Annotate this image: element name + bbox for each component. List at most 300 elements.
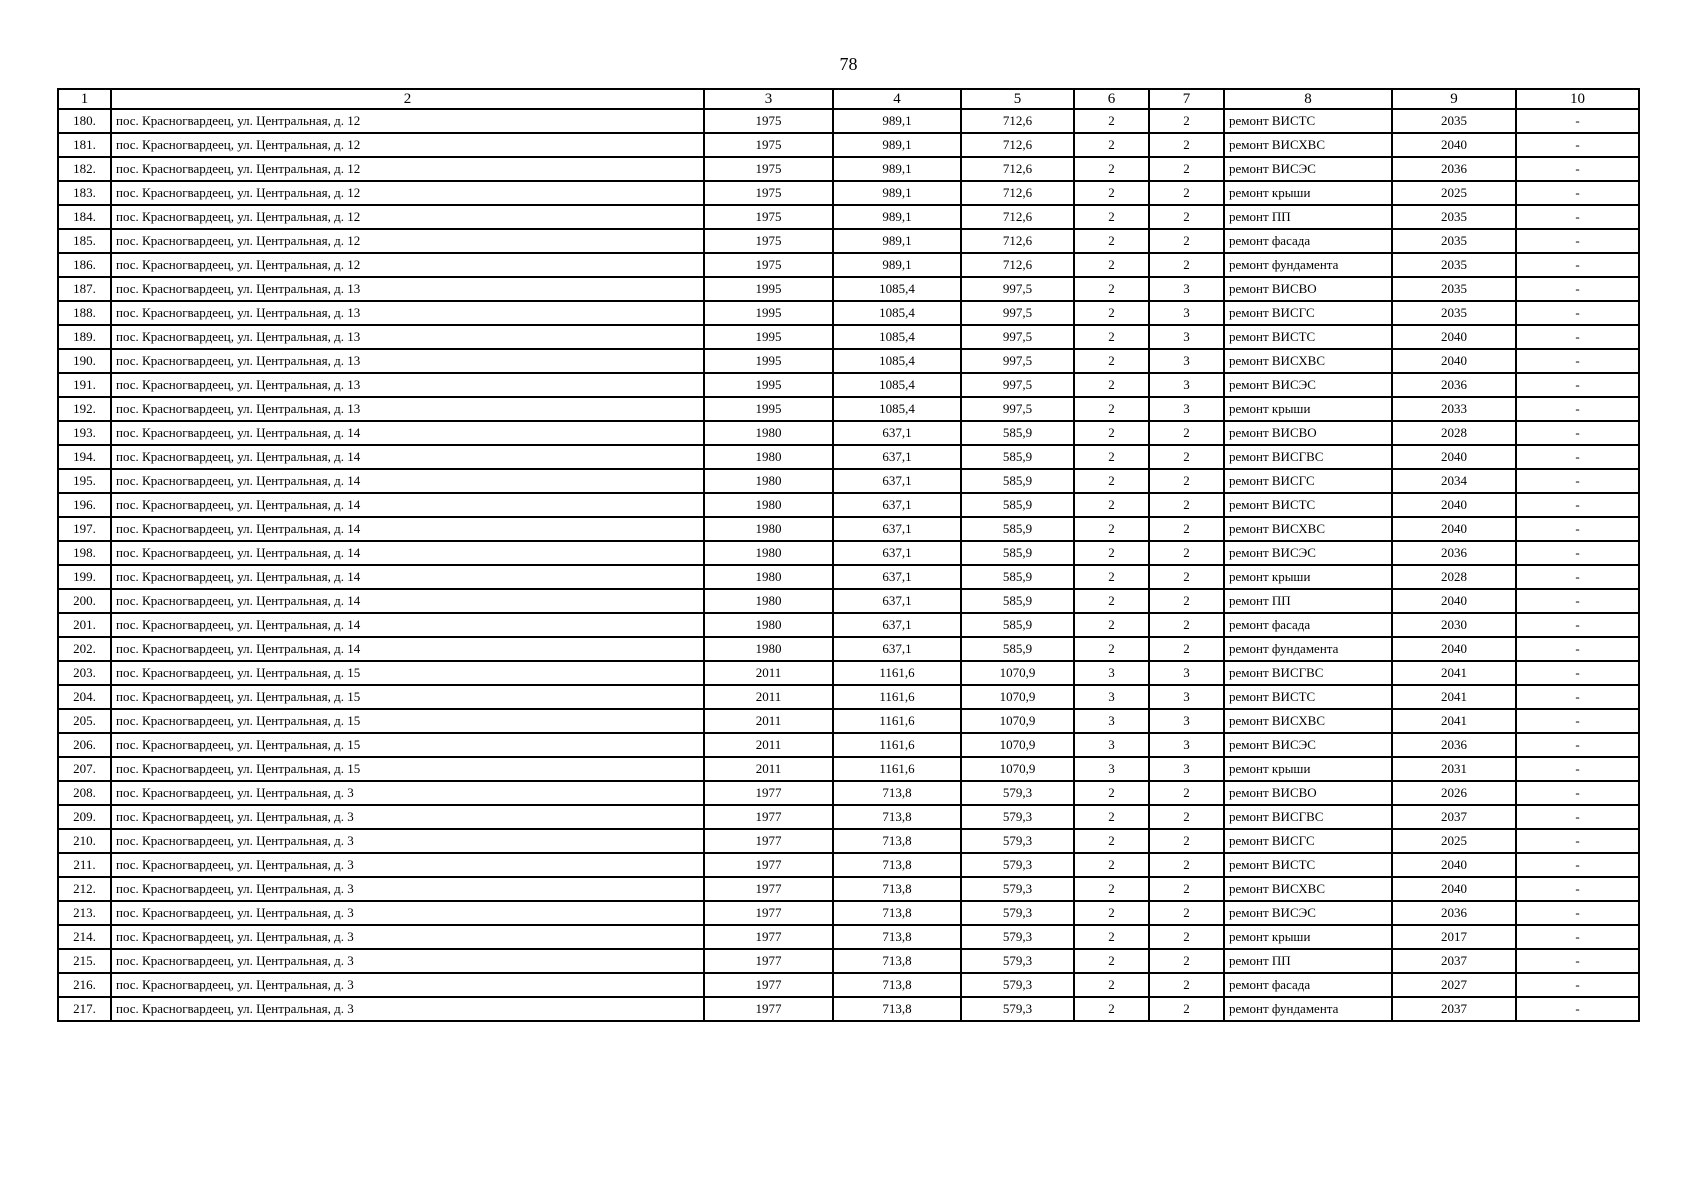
total-area-cell: 1085,4 — [833, 301, 961, 325]
total-area-cell: 989,1 — [833, 181, 961, 205]
note-cell: - — [1516, 829, 1639, 853]
row-number-cell: 212. — [58, 877, 111, 901]
living-area-cell: 579,3 — [961, 949, 1074, 973]
floors-cell: 2 — [1149, 205, 1224, 229]
planned-year-cell: 2036 — [1392, 157, 1516, 181]
note-cell: - — [1516, 325, 1639, 349]
row-number-cell: 180. — [58, 109, 111, 133]
entrances-cell: 2 — [1074, 637, 1149, 661]
living-area-cell: 585,9 — [961, 637, 1074, 661]
total-area-cell: 989,1 — [833, 253, 961, 277]
planned-year-cell: 2040 — [1392, 445, 1516, 469]
floors-cell: 2 — [1149, 589, 1224, 613]
address-cell: пос. Красногвардеец, ул. Центральная, д. 15 — [111, 757, 704, 781]
living-area-cell: 997,5 — [961, 373, 1074, 397]
table-row — [58, 997, 1639, 1021]
floors-cell: 2 — [1149, 973, 1224, 997]
total-area-cell: 713,8 — [833, 949, 961, 973]
row-number-cell: 196. — [58, 493, 111, 517]
table-row — [58, 181, 1639, 205]
note-cell: - — [1516, 181, 1639, 205]
work-type-cell: ремонт ВИСГВС — [1224, 661, 1392, 685]
floors-cell: 2 — [1149, 637, 1224, 661]
total-area-cell: 1161,6 — [833, 733, 961, 757]
year-built-cell: 1975 — [704, 181, 833, 205]
year-built-cell: 1980 — [704, 589, 833, 613]
entrances-cell: 2 — [1074, 565, 1149, 589]
row-number-cell: 203. — [58, 661, 111, 685]
table-row — [58, 565, 1639, 589]
note-cell: - — [1516, 973, 1639, 997]
year-built-cell: 1977 — [704, 925, 833, 949]
entrances-cell: 2 — [1074, 997, 1149, 1021]
address-cell: пос. Красногвардеец, ул. Центральная, д. 15 — [111, 661, 704, 685]
total-area-cell: 1161,6 — [833, 685, 961, 709]
planned-year-cell: 2040 — [1392, 877, 1516, 901]
table-row — [58, 877, 1639, 901]
column-header-1: 1 — [58, 89, 111, 109]
planned-year-cell: 2041 — [1392, 661, 1516, 685]
row-number-cell: 194. — [58, 445, 111, 469]
row-number-cell: 213. — [58, 901, 111, 925]
floors-cell: 3 — [1149, 325, 1224, 349]
living-area-cell: 579,3 — [961, 853, 1074, 877]
year-built-cell: 1980 — [704, 445, 833, 469]
table-row — [58, 445, 1639, 469]
living-area-cell: 1070,9 — [961, 709, 1074, 733]
entrances-cell: 3 — [1074, 733, 1149, 757]
planned-year-cell: 2037 — [1392, 997, 1516, 1021]
table-row — [58, 469, 1639, 493]
year-built-cell: 2011 — [704, 661, 833, 685]
work-type-cell: ремонт фасада — [1224, 229, 1392, 253]
year-built-cell: 1975 — [704, 253, 833, 277]
column-header-10: 10 — [1516, 89, 1639, 109]
entrances-cell: 2 — [1074, 445, 1149, 469]
work-type-cell: ремонт ВИСТС — [1224, 325, 1392, 349]
note-cell: - — [1516, 397, 1639, 421]
address-cell: пос. Красногвардеец, ул. Центральная, д. 3 — [111, 997, 704, 1021]
note-cell: - — [1516, 805, 1639, 829]
living-area-cell: 997,5 — [961, 301, 1074, 325]
table-row — [58, 637, 1639, 661]
floors-cell: 2 — [1149, 541, 1224, 565]
entrances-cell: 2 — [1074, 901, 1149, 925]
table-row — [58, 373, 1639, 397]
work-type-cell: ремонт ВИСТС — [1224, 853, 1392, 877]
living-area-cell: 585,9 — [961, 517, 1074, 541]
planned-year-cell: 2034 — [1392, 469, 1516, 493]
note-cell: - — [1516, 925, 1639, 949]
living-area-cell: 712,6 — [961, 181, 1074, 205]
note-cell: - — [1516, 517, 1639, 541]
year-built-cell: 1995 — [704, 301, 833, 325]
work-type-cell: ремонт ВИСХВС — [1224, 517, 1392, 541]
entrances-cell: 2 — [1074, 373, 1149, 397]
address-cell: пос. Красногвардеец, ул. Центральная, д. 3 — [111, 901, 704, 925]
entrances-cell: 2 — [1074, 589, 1149, 613]
note-cell: - — [1516, 421, 1639, 445]
table-row — [58, 613, 1639, 637]
entrances-cell: 2 — [1074, 517, 1149, 541]
planned-year-cell: 2028 — [1392, 421, 1516, 445]
note-cell: - — [1516, 469, 1639, 493]
work-type-cell: ремонт фундамента — [1224, 637, 1392, 661]
address-cell: пос. Красногвардеец, ул. Центральная, д. 14 — [111, 589, 704, 613]
living-area-cell: 997,5 — [961, 397, 1074, 421]
column-header-9: 9 — [1392, 89, 1516, 109]
floors-cell: 2 — [1149, 805, 1224, 829]
table-row — [58, 541, 1639, 565]
row-number-cell: 181. — [58, 133, 111, 157]
total-area-cell: 713,8 — [833, 973, 961, 997]
table-row — [58, 517, 1639, 541]
total-area-cell: 989,1 — [833, 205, 961, 229]
table-row — [58, 685, 1639, 709]
work-type-cell: ремонт ПП — [1224, 949, 1392, 973]
entrances-cell: 2 — [1074, 421, 1149, 445]
planned-year-cell: 2025 — [1392, 829, 1516, 853]
work-type-cell: ремонт ВИСТС — [1224, 109, 1392, 133]
year-built-cell: 1975 — [704, 229, 833, 253]
planned-year-cell: 2036 — [1392, 541, 1516, 565]
planned-year-cell: 2033 — [1392, 397, 1516, 421]
floors-cell: 2 — [1149, 949, 1224, 973]
note-cell: - — [1516, 229, 1639, 253]
entrances-cell: 2 — [1074, 805, 1149, 829]
planned-year-cell: 2040 — [1392, 325, 1516, 349]
address-cell: пос. Красногвардеец, ул. Центральная, д. 14 — [111, 445, 704, 469]
work-type-cell: ремонт фундамента — [1224, 253, 1392, 277]
planned-year-cell: 2041 — [1392, 685, 1516, 709]
table-row — [58, 253, 1639, 277]
entrances-cell: 2 — [1074, 109, 1149, 133]
work-type-cell: ремонт крыши — [1224, 757, 1392, 781]
entrances-cell: 2 — [1074, 853, 1149, 877]
year-built-cell: 1995 — [704, 325, 833, 349]
work-type-cell: ремонт ВИСХВС — [1224, 877, 1392, 901]
living-area-cell: 579,3 — [961, 925, 1074, 949]
row-number-cell: 187. — [58, 277, 111, 301]
note-cell: - — [1516, 997, 1639, 1021]
floors-cell: 2 — [1149, 181, 1224, 205]
entrances-cell: 2 — [1074, 205, 1149, 229]
entrances-cell: 2 — [1074, 325, 1149, 349]
year-built-cell: 1977 — [704, 805, 833, 829]
note-cell: - — [1516, 445, 1639, 469]
address-cell: пос. Красногвардеец, ул. Центральная, д. 13 — [111, 373, 704, 397]
table-row — [58, 589, 1639, 613]
work-type-cell: ремонт ВИСЭС — [1224, 157, 1392, 181]
year-built-cell: 1980 — [704, 565, 833, 589]
address-cell: пос. Красногвардеец, ул. Центральная, д. 14 — [111, 493, 704, 517]
address-cell: пос. Красногвардеец, ул. Центральная, д. 14 — [111, 421, 704, 445]
planned-year-cell: 2040 — [1392, 133, 1516, 157]
year-built-cell: 2011 — [704, 685, 833, 709]
planned-year-cell: 2041 — [1392, 709, 1516, 733]
living-area-cell: 585,9 — [961, 613, 1074, 637]
address-cell: пос. Красногвардеец, ул. Центральная, д. 13 — [111, 277, 704, 301]
planned-year-cell: 2040 — [1392, 853, 1516, 877]
table-row — [58, 205, 1639, 229]
year-built-cell: 1995 — [704, 349, 833, 373]
living-area-cell: 585,9 — [961, 493, 1074, 517]
entrances-cell: 2 — [1074, 469, 1149, 493]
floors-cell: 2 — [1149, 253, 1224, 277]
address-cell: пос. Красногвардеец, ул. Центральная, д. 12 — [111, 133, 704, 157]
total-area-cell: 1161,6 — [833, 757, 961, 781]
planned-year-cell: 2035 — [1392, 109, 1516, 133]
total-area-cell: 637,1 — [833, 541, 961, 565]
table-row — [58, 133, 1639, 157]
total-area-cell: 713,8 — [833, 853, 961, 877]
floors-cell: 3 — [1149, 733, 1224, 757]
row-number-cell: 217. — [58, 997, 111, 1021]
year-built-cell: 2011 — [704, 733, 833, 757]
year-built-cell: 1977 — [704, 829, 833, 853]
note-cell: - — [1516, 685, 1639, 709]
table-row — [58, 421, 1639, 445]
total-area-cell: 989,1 — [833, 109, 961, 133]
table-row — [58, 157, 1639, 181]
total-area-cell: 637,1 — [833, 565, 961, 589]
address-cell: пос. Красногвардеец, ул. Центральная, д. 3 — [111, 925, 704, 949]
note-cell: - — [1516, 781, 1639, 805]
table-row — [58, 853, 1639, 877]
row-number-cell: 195. — [58, 469, 111, 493]
total-area-cell: 1085,4 — [833, 373, 961, 397]
work-type-cell: ремонт ВИСХВС — [1224, 133, 1392, 157]
address-cell: пос. Красногвардеец, ул. Центральная, д. 13 — [111, 325, 704, 349]
table-row — [58, 277, 1639, 301]
floors-cell: 2 — [1149, 109, 1224, 133]
table-row — [58, 925, 1639, 949]
year-built-cell: 1977 — [704, 949, 833, 973]
address-cell: пос. Красногвардеец, ул. Центральная, д. 3 — [111, 949, 704, 973]
work-type-cell: ремонт ВИСГС — [1224, 829, 1392, 853]
row-number-cell: 214. — [58, 925, 111, 949]
total-area-cell: 637,1 — [833, 493, 961, 517]
row-number-cell: 208. — [58, 781, 111, 805]
entrances-cell: 2 — [1074, 229, 1149, 253]
work-type-cell: ремонт ВИСВО — [1224, 277, 1392, 301]
year-built-cell: 1980 — [704, 421, 833, 445]
total-area-cell: 637,1 — [833, 637, 961, 661]
planned-year-cell: 2036 — [1392, 901, 1516, 925]
address-cell: пос. Красногвардеец, ул. Центральная, д. 15 — [111, 709, 704, 733]
floors-cell: 2 — [1149, 829, 1224, 853]
entrances-cell: 2 — [1074, 349, 1149, 373]
year-built-cell: 1980 — [704, 637, 833, 661]
note-cell: - — [1516, 277, 1639, 301]
address-cell: пос. Красногвардеец, ул. Центральная, д. 14 — [111, 541, 704, 565]
table-row — [58, 733, 1639, 757]
year-built-cell: 2011 — [704, 709, 833, 733]
year-built-cell: 1995 — [704, 397, 833, 421]
work-type-cell: ремонт ВИСГВС — [1224, 805, 1392, 829]
floors-cell: 3 — [1149, 301, 1224, 325]
table-row — [58, 949, 1639, 973]
note-cell: - — [1516, 901, 1639, 925]
work-type-cell: ремонт ВИСЭС — [1224, 733, 1392, 757]
note-cell: - — [1516, 373, 1639, 397]
address-cell: пос. Красногвардеец, ул. Центральная, д. 13 — [111, 397, 704, 421]
living-area-cell: 712,6 — [961, 205, 1074, 229]
work-type-cell: ремонт ВИСГС — [1224, 469, 1392, 493]
note-cell: - — [1516, 109, 1639, 133]
year-built-cell: 1980 — [704, 541, 833, 565]
living-area-cell: 585,9 — [961, 421, 1074, 445]
year-built-cell: 1980 — [704, 517, 833, 541]
total-area-cell: 637,1 — [833, 421, 961, 445]
total-area-cell: 1085,4 — [833, 277, 961, 301]
year-built-cell: 1980 — [704, 493, 833, 517]
address-cell: пос. Красногвардеец, ул. Центральная, д. 13 — [111, 349, 704, 373]
row-number-cell: 206. — [58, 733, 111, 757]
entrances-cell: 2 — [1074, 877, 1149, 901]
column-header-6: 6 — [1074, 89, 1149, 109]
planned-year-cell: 2031 — [1392, 757, 1516, 781]
living-area-cell: 1070,9 — [961, 757, 1074, 781]
note-cell: - — [1516, 253, 1639, 277]
total-area-cell: 989,1 — [833, 157, 961, 181]
column-header-7: 7 — [1149, 89, 1224, 109]
row-number-cell: 209. — [58, 805, 111, 829]
row-number-cell: 205. — [58, 709, 111, 733]
address-cell: пос. Красногвардеец, ул. Центральная, д. 15 — [111, 685, 704, 709]
floors-cell: 2 — [1149, 421, 1224, 445]
column-header-8: 8 — [1224, 89, 1392, 109]
column-header-2: 2 — [111, 89, 704, 109]
total-area-cell: 637,1 — [833, 445, 961, 469]
floors-cell: 2 — [1149, 565, 1224, 589]
total-area-cell: 1085,4 — [833, 397, 961, 421]
entrances-cell: 2 — [1074, 181, 1149, 205]
column-header-4: 4 — [833, 89, 961, 109]
entrances-cell: 3 — [1074, 757, 1149, 781]
table-row — [58, 493, 1639, 517]
row-number-cell: 210. — [58, 829, 111, 853]
row-number-cell: 201. — [58, 613, 111, 637]
total-area-cell: 989,1 — [833, 133, 961, 157]
living-area-cell: 585,9 — [961, 565, 1074, 589]
address-cell: пос. Красногвардеец, ул. Центральная, д. 14 — [111, 565, 704, 589]
repair-schedule-table — [57, 88, 1640, 1022]
note-cell: - — [1516, 733, 1639, 757]
entrances-cell: 3 — [1074, 661, 1149, 685]
year-built-cell: 1975 — [704, 133, 833, 157]
note-cell: - — [1516, 133, 1639, 157]
work-type-cell: ремонт ВИСВО — [1224, 781, 1392, 805]
row-number-cell: 199. — [58, 565, 111, 589]
living-area-cell: 579,3 — [961, 781, 1074, 805]
living-area-cell: 585,9 — [961, 445, 1074, 469]
year-built-cell: 1977 — [704, 973, 833, 997]
table-row — [58, 397, 1639, 421]
note-cell: - — [1516, 661, 1639, 685]
total-area-cell: 1085,4 — [833, 325, 961, 349]
living-area-cell: 712,6 — [961, 109, 1074, 133]
row-number-cell: 183. — [58, 181, 111, 205]
planned-year-cell: 2040 — [1392, 637, 1516, 661]
table-row — [58, 829, 1639, 853]
work-type-cell: ремонт крыши — [1224, 565, 1392, 589]
address-cell: пос. Красногвардеец, ул. Центральная, д. 12 — [111, 205, 704, 229]
floors-cell: 2 — [1149, 133, 1224, 157]
total-area-cell: 713,8 — [833, 829, 961, 853]
floors-cell: 2 — [1149, 517, 1224, 541]
entrances-cell: 2 — [1074, 397, 1149, 421]
total-area-cell: 637,1 — [833, 613, 961, 637]
note-cell: - — [1516, 757, 1639, 781]
row-number-cell: 191. — [58, 373, 111, 397]
table-body — [58, 109, 1639, 1021]
work-type-cell: ремонт ПП — [1224, 589, 1392, 613]
row-number-cell: 185. — [58, 229, 111, 253]
note-cell: - — [1516, 157, 1639, 181]
year-built-cell: 1980 — [704, 469, 833, 493]
living-area-cell: 712,6 — [961, 157, 1074, 181]
address-cell: пос. Красногвардеец, ул. Центральная, д. 3 — [111, 877, 704, 901]
note-cell: - — [1516, 589, 1639, 613]
planned-year-cell: 2027 — [1392, 973, 1516, 997]
planned-year-cell: 2030 — [1392, 613, 1516, 637]
table-row — [58, 709, 1639, 733]
living-area-cell: 712,6 — [961, 253, 1074, 277]
address-cell: пос. Красногвардеец, ул. Центральная, д. 14 — [111, 517, 704, 541]
total-area-cell: 989,1 — [833, 229, 961, 253]
planned-year-cell: 2035 — [1392, 205, 1516, 229]
row-number-cell: 211. — [58, 853, 111, 877]
total-area-cell: 713,8 — [833, 901, 961, 925]
floors-cell: 3 — [1149, 349, 1224, 373]
floors-cell: 2 — [1149, 493, 1224, 517]
row-number-cell: 189. — [58, 325, 111, 349]
floors-cell: 2 — [1149, 445, 1224, 469]
address-cell: пос. Красногвардеец, ул. Центральная, д. 14 — [111, 613, 704, 637]
total-area-cell: 637,1 — [833, 469, 961, 493]
row-number-cell: 186. — [58, 253, 111, 277]
planned-year-cell: 2035 — [1392, 229, 1516, 253]
address-cell: пос. Красногвардеец, ул. Центральная, д. 12 — [111, 157, 704, 181]
living-area-cell: 1070,9 — [961, 685, 1074, 709]
address-cell: пос. Красногвардеец, ул. Центральная, д. 13 — [111, 301, 704, 325]
work-type-cell: ремонт ВИСЭС — [1224, 901, 1392, 925]
work-type-cell: ремонт ПП — [1224, 205, 1392, 229]
living-area-cell: 997,5 — [961, 325, 1074, 349]
note-cell: - — [1516, 637, 1639, 661]
work-type-cell: ремонт фасада — [1224, 613, 1392, 637]
year-built-cell: 1977 — [704, 853, 833, 877]
year-built-cell: 1977 — [704, 877, 833, 901]
entrances-cell: 2 — [1074, 925, 1149, 949]
living-area-cell: 585,9 — [961, 541, 1074, 565]
floors-cell: 2 — [1149, 469, 1224, 493]
living-area-cell: 579,3 — [961, 997, 1074, 1021]
row-number-cell: 190. — [58, 349, 111, 373]
note-cell: - — [1516, 949, 1639, 973]
floors-cell: 3 — [1149, 373, 1224, 397]
planned-year-cell: 2040 — [1392, 517, 1516, 541]
entrances-cell: 2 — [1074, 829, 1149, 853]
work-type-cell: ремонт ВИСЭС — [1224, 541, 1392, 565]
table-row — [58, 301, 1639, 325]
address-cell: пос. Красногвардеец, ул. Центральная, д. 3 — [111, 781, 704, 805]
table-row — [58, 661, 1639, 685]
floors-cell: 3 — [1149, 397, 1224, 421]
note-cell: - — [1516, 541, 1639, 565]
row-number-cell: 202. — [58, 637, 111, 661]
